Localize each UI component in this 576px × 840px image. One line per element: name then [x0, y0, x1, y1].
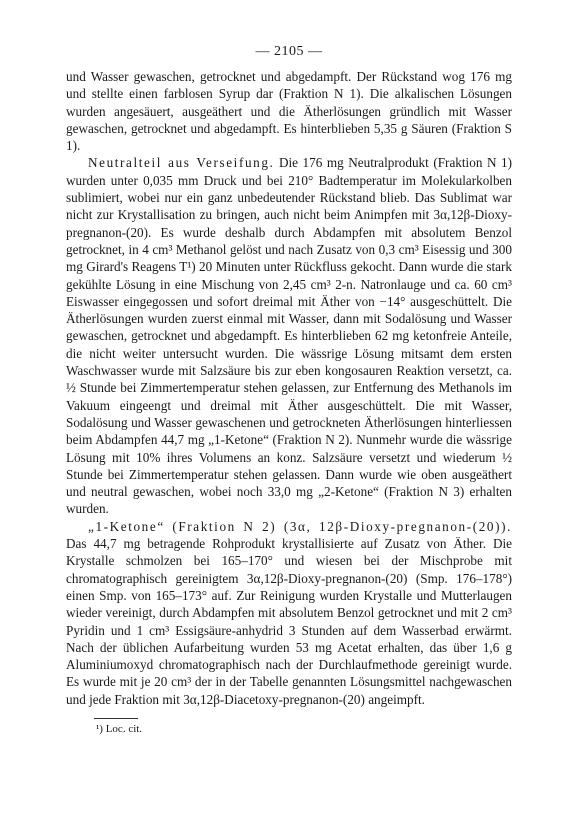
page-number-header: — 2105 —	[255, 44, 323, 59]
paragraph-1	[66, 68, 512, 154]
paragraph-3-text: Das 44,7 mg betragende Rohprodukt krystallisierte auf Zusatz von Äther. Die Krystalle schmolzen bei 165–170° und wiesen bei der Mischprobe mit chromatographisch gereinigtem 3α,12β-Dioxy-pregnanon-(20) (Smp. 176–178°) einen Smp. von 165–173° auf. Zur Reinigung wurden Krystalle und Mutterlaugen wieder vereinigt, durch Abdampfen mit absolutem Benzol getrocknet und mit 2 cm³ Pyridin und 1 cm³ Essigsäure-anhydrid 3 Stunden auf dem Wasserbad erwärmt. Nach der üblichen Aufarbeitung wurden 53 mg Acetat erhalten, das über 1,6 g Aluminiumoxyd chromatographisch nach der Durchlaufmethode gereinigt wurde. Es wurde mit je 20 cm³ der in der Tabelle genannten Lösungsmittel nachgewaschen und jede Fraktion mit 3α,12β-Diacetoxy-pregnanon-(20) angeimpft.	[66, 536, 512, 707]
paragraph-3	[66, 518, 512, 708]
paragraph-3-lead: „1-Ketone“ (Fraktion N 2) (3α, 12β-Dioxy-pregnanon-(20)).	[88, 518, 512, 534]
paragraph-2-text: Die 176 mg Neutralprodukt (Fraktion N 1) wurden unter 0,035 mm Druck und bei 210° Badtemperatur im Molekularkolben sublimiert, wobei nur ein ganz unbedeutender Rückstand blieb. Das Sublimat war nicht zur Krystallisation zu bringen, auch nicht beim Animpfen mit 3α,12β-Dioxy-pregnanon-(20). Es wurde deshalb durch Abdampfen mit absolutem Benzol getrocknet, in 4 cm³ Methanol gelöst und nach Zusatz von 0,3 cm³ Eisessig und 300 mg Girard's Reagens T¹) 20 Minuten unter Rückfluss gekocht. Dann wurde die stark gekühlte Lösung in eine Mischung von 2,45 cm³ 2-n. Natronlauge und ca. 60 cm³ Eiswasser eingegossen und sofort dreimal mit Äther von −14° ausgeschüttelt. Die Ätherlösungen wurden zuerst einmal mit Wasser, dann mit Sodalösung und Wasser gewaschen, getrocknet und abgedampft. Es hinterblieben 62 mg ketonfreie Anteile, die nicht weiter untersucht wurden. Die wässrige Lösung mitsamt dem ersten Waschwasser wurde mit Salzsäure bis zur eben kongosauren Reaktion versetzt, ca. ½ Stunde bei Zimmertemperatur stehen gelassen, zur Entfernung des Methanols im Vakuum eingeengt und dreimal mit Äther ausgeschüttelt. Die mit Wasser, Sodalösung und Wasser gewaschenen und getrockneten Ätherlösungen hinterliessen beim Abdampfen 44,7 mg „1-Ketone“ (Fraktion N 2). Nunmehr wurde die wässrige Lösung mit 10% ihres Volumens an konz. Salzsäure versetzt und wiederum ½ Stunde bei Zimmertemperatur stehen gelassen. Dann wurde wie oben ausgeäthert und neutral gewaschen, wobei noch 33,0 mg „2-Ketone“ (Fraktion N 3) erhalten wurden.	[66, 155, 512, 517]
paragraph-2	[66, 154, 512, 517]
footnote: ¹) Loc. cit.	[96, 722, 143, 735]
footnote-rule	[94, 718, 138, 719]
paragraph-2-lead: Neutralteil aus Verseifung.	[88, 155, 275, 171]
paragraph-1-text: und Wasser gewaschen, getrocknet und abgedampft. Der Rückstand wog 176 mg und stellte einen farblosen Syrup dar (Fraktion N 1). Die alkalischen Lösungen wurden angesäuert, ausgeäthert und die Ätherlösungen gründlich mit Wasser gewaschen, getrocknet und abgedampft. Es hinterblieben 5,35 g Säuren (Fraktion S 1).	[66, 69, 512, 154]
